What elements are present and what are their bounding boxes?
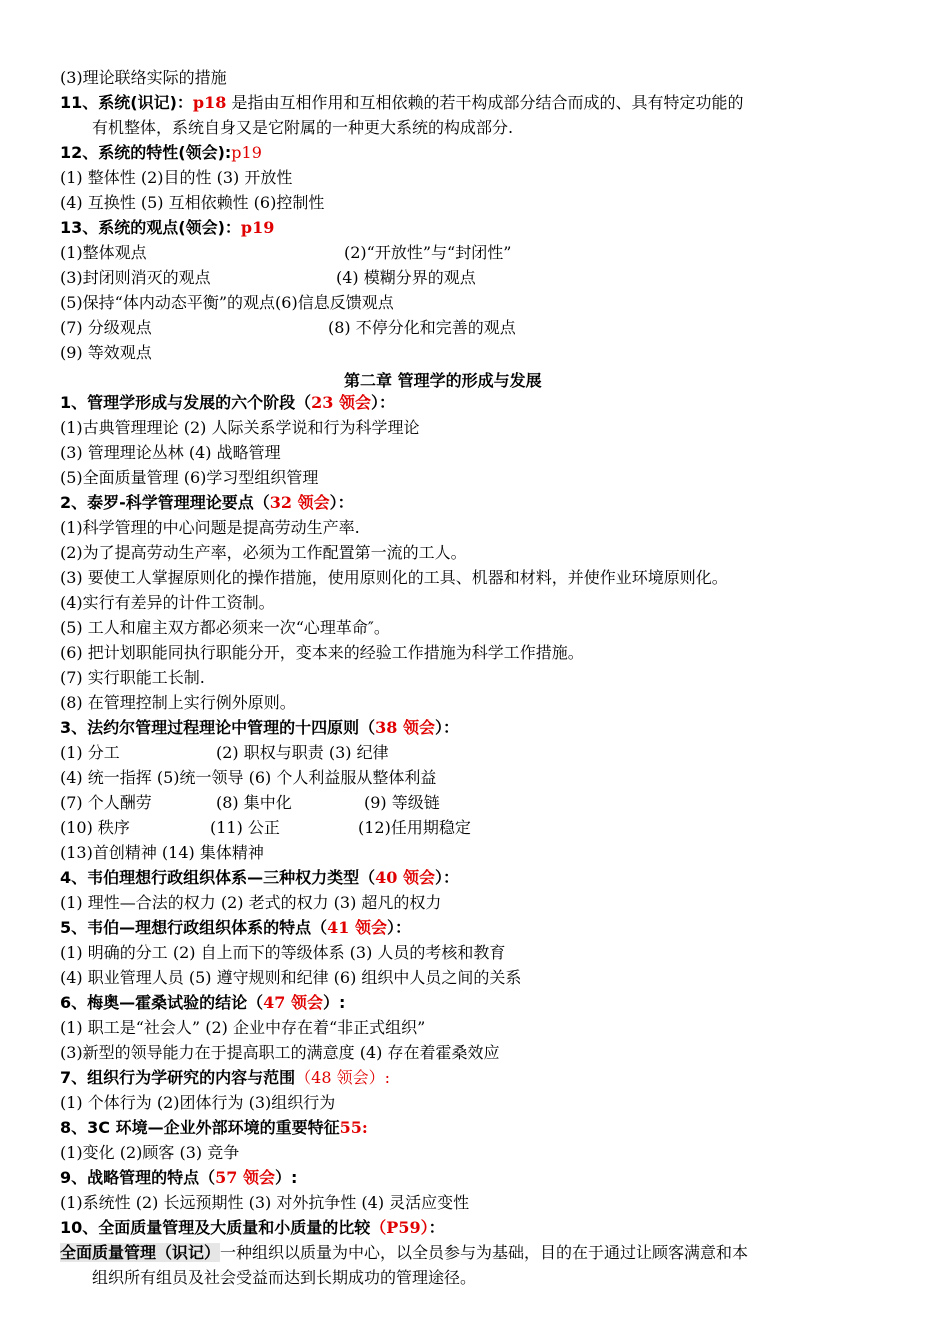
- heading-section-2: 2、泰罗-科学管理理论要点（32 领会）：: [60, 493, 354, 512]
- chapter-title: 第二章 管理学的形成与发展: [344, 371, 542, 390]
- text-line: (8) 在管理控制上实行例外原则。: [60, 693, 296, 712]
- text-line: (2) 职权与职责 (3) 纪律: [216, 743, 389, 762]
- text-line: (5) 工人和雇主双方都必须来一次“心理革命″。: [60, 618, 390, 637]
- text-line: (4) 职业管理人员 (5) 遵守规则和纪律 (6) 组织中人员之间的关系: [60, 968, 522, 987]
- text-line: (9) 等级链: [364, 793, 440, 812]
- heading-system-views: 13、系统的观点(领会)：p19: [60, 218, 275, 237]
- text-line: (7) 分级观点: [60, 318, 152, 337]
- text-line: (3)新型的领导能力在于提高职工的满意度 (4) 存在着霍桑效应: [60, 1043, 500, 1062]
- text-line: (1) 分工: [60, 743, 120, 762]
- heading-section-8: 8、3C 环境—企业外部环境的重要特征55:: [60, 1118, 368, 1137]
- text-line: (6) 把计划职能同执行职能分开，变本来的经验工作措施为科学工作措施。: [60, 643, 584, 662]
- heading-section-7: 7、组织行为学研究的内容与范围（48 领会）:: [60, 1068, 390, 1087]
- text-line: (7) 实行职能工长制.: [60, 668, 205, 687]
- text-line: (1) 个体行为 (2)团体行为 (3)组织行为: [60, 1093, 336, 1112]
- text-line: (8) 不停分化和完善的观点: [328, 318, 516, 337]
- text-line: (5)全面质量管理 (6)学习型组织管理: [60, 468, 319, 487]
- heading-section-3: 3、法约尔管理过程理论中管理的十四原则（38 领会）：: [60, 718, 459, 737]
- text-line: (1)古典管理理论 (2) 人际关系学说和行为科学理论: [60, 418, 420, 437]
- text-line: (2)为了提高劳动生产率，必须为工作配置第一流的工人。: [60, 543, 467, 562]
- text-line: (1) 整体性 (2)目的性 (3) 开放性: [60, 168, 293, 187]
- text-line: (3)封闭则消灭的观点: [60, 268, 211, 287]
- heading-section-9: 9、战略管理的特点（57 领会）:: [60, 1168, 298, 1187]
- text-line: (3) 要使工人掌握原则化的操作措施，使用原则化的工具、机器和材料，并使作业环境原则化。: [60, 568, 728, 587]
- text-line: (11) 公正: [210, 818, 280, 837]
- text-line: (1)系统性 (2) 长远预期性 (3) 对外抗争性 (4) 灵活应变性: [60, 1193, 470, 1212]
- text-line: (1) 理性—合法的权力 (2) 老式的权力 (3) 超凡的权力: [60, 893, 442, 912]
- text-line: (1) 职工是“社会人” (2) 企业中存在着“非正式组织”: [60, 1018, 426, 1037]
- heading-system-traits: 12、系统的特性(领会):p19: [60, 143, 262, 162]
- heading-system: 11、系统(识记)：p18 是指由互相作用和互相依赖的若干构成部分结合而成的、具有特定功能的: [60, 93, 744, 112]
- text-line: (4) 统一指挥 (5)统一领导 (6) 个人利益服从整体利益: [60, 768, 437, 787]
- text-line: 组织所有组员及社会受益而达到长期成功的管理途径。: [92, 1268, 477, 1287]
- heading-section-10: 10、全面质量管理及大质量和小质量的比较（P59）：: [60, 1218, 445, 1237]
- text-line: 全面质量管理（识记）一种组织以质量为中心，以全员参与为基础，目的在于通过让顾客满意和本: [60, 1243, 749, 1262]
- text-line: (1)科学管理的中心问题是提高劳动生产率.: [60, 518, 360, 537]
- text-line: (8) 集中化: [216, 793, 292, 812]
- text-line: (3)理论联络实际的措施: [60, 68, 227, 87]
- heading-section-5: 5、韦伯—理想行政组织体系的特点（41 领会）：: [60, 918, 411, 937]
- text-line: (4) 互换性 (5) 互相依赖性 (6)控制性: [60, 193, 325, 212]
- text-line: (4) 模糊分界的观点: [336, 268, 476, 287]
- text-line: (1)变化 (2)顾客 (3) 竞争: [60, 1143, 240, 1162]
- text-line: (12)任用期稳定: [358, 818, 471, 837]
- text-line: 有机整体，系统自身又是它附属的一种更大系统的构成部分.: [92, 118, 514, 137]
- text-line: (2)“开放性”与“封闭性”: [344, 243, 512, 262]
- text-line: (13)首创精神 (14) 集体精神: [60, 843, 264, 862]
- text-line: (9) 等效观点: [60, 343, 152, 362]
- text-line: (4)实行有差异的计件工资制。: [60, 593, 275, 612]
- text-line: (1) 明确的分工 (2) 自上而下的等级体系 (3) 人员的考核和教育: [60, 943, 506, 962]
- text-line: (5)保持“体内动态平衡”的观点(6)信息反馈观点: [60, 293, 394, 312]
- heading-section-4: 4、韦伯理想行政组织体系—三种权力类型（40 领会）：: [60, 868, 459, 887]
- text-line: (10) 秩序: [60, 818, 130, 837]
- text-line: (1)整体观点: [60, 243, 147, 262]
- text-line: (7) 个人酬劳: [60, 793, 152, 812]
- heading-section-6: 6、梅奥—霍桑试验的结论（47 领会）:: [60, 993, 346, 1012]
- heading-section-1: 1、管理学形成与发展的六个阶段（23 领会）：: [60, 393, 395, 412]
- text-line: (3) 管理理论丛林 (4) 战略管理: [60, 443, 281, 462]
